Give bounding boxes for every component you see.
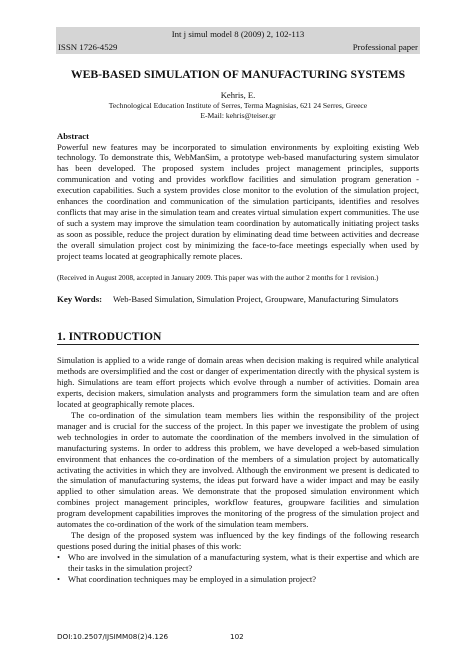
doi-link[interactable]: DOI:10.2507/IJSIMM08(2)4.126 — [57, 632, 169, 641]
abstract-text: Powerful new features may be incorporated to simulation environments by exploiting existing Web technology. To demonstrate this, WebManSim, a prototype web-based manufacturing system simulator has been developed. The proposed system includes project management principles, supports communication and voting and provides workflow facilities and simulation program generation - execution capabilities. Such a system provides close monitor to the evolution of the simulation project, enhances the coordination and communication of the simulation participants, identifies and resolves conflicts that may arise in the simulation team and creates virtual simulation expert communities. The use of such a system may improve the simulation team coordination by automatically initiating project tasks as soon as possible, reduce the project duration by eliminating dead time between activities and decrease the overall simulation project cost by minimizing the face-to-face meetings especially when used by project teams located at geographically remote places. — [57, 141, 419, 262]
author-affiliation: Technological Education Institute of Serres, Terma Magnisias, 621 24 Serres, Greece — [108, 101, 368, 110]
intro-paragraph: The co-ordination of the simulation team members lies within the responsibility of the project manager and is crucial for the success of the project. In this paper we investigate the problem of using web technologies in order to automate the coordination of the members involved in the simulation of manufacturing systems. In order to address this problem, we have developed a web-based simulation environment that enhances the co-ordination of the members of a simulation project by automatically activating the activities in which they are involved. Although the environment we present is dedicated to the simulation of manufacturing systems, the ideas put forward have a wider impact and may be easily applied to other simulation areas. We demonstrate that the proposed simulation environment which combines project management principles, workflow features, groupware facilities and simulation program development capabilities improves the monitoring of the progress of the simulation project and automates the co-ordination of the work of the simulation team members. — [57, 409, 419, 530]
journal-citation: Int j simul model 8 (2009) 2, 102-113 — [171, 29, 305, 39]
keywords-label: Key Words: — [57, 294, 103, 304]
bullet-icon: • — [57, 574, 60, 585]
issn-label: ISSN 1726-4529 — [58, 42, 118, 52]
received-note: (Received in August 2008, accepted in January 2009. This paper was with the author 2 months for 1 revision.) — [57, 273, 379, 282]
research-questions-list — [57, 552, 419, 585]
bullet-icon: • — [57, 552, 60, 563]
section-heading-introduction: 1. INTRODUCTION — [57, 330, 162, 343]
list-item-text: What coordination techniques may be employed in a simulation project? — [68, 574, 317, 585]
paper-type-label: Professional paper — [352, 42, 418, 52]
list-item — [57, 552, 419, 574]
page-number: 102 — [230, 632, 244, 641]
list-item — [57, 574, 419, 585]
abstract-heading: Abstract — [57, 131, 89, 141]
intro-paragraph: Simulation is applied to a wide range of domain areas when decision making is required while analytical methods are oversimplified and the cost or danger of experimentation directly with the physical system is high. Simulations are team effort projects which evolve through a number of activities. Domain area experts, decision makers, simulation analysts and programmers form the simulation team and are often located at geographically remote places. — [57, 355, 419, 409]
list-item-text: Who are involved in the simulation of a manufacturing system, what is their expertise and which are their tasks in the simulation project? — [68, 552, 419, 574]
section-underline — [57, 344, 419, 345]
author-name: Kehris, E. — [220, 90, 256, 100]
paper-title: WEB-BASED SIMULATION OF MANUFACTURING SYSTEMS — [70, 68, 406, 81]
intro-paragraph: The design of the proposed system was influenced by the key findings of the following research questions posed during the initial phases of this work: — [57, 530, 419, 552]
keywords-text: Web-Based Simulation, Simulation Project, Groupware, Manufacturing Simulators — [113, 294, 399, 304]
introduction-body — [57, 355, 419, 585]
author-email: E-Mail: kehris@teiser.gr — [200, 111, 276, 120]
